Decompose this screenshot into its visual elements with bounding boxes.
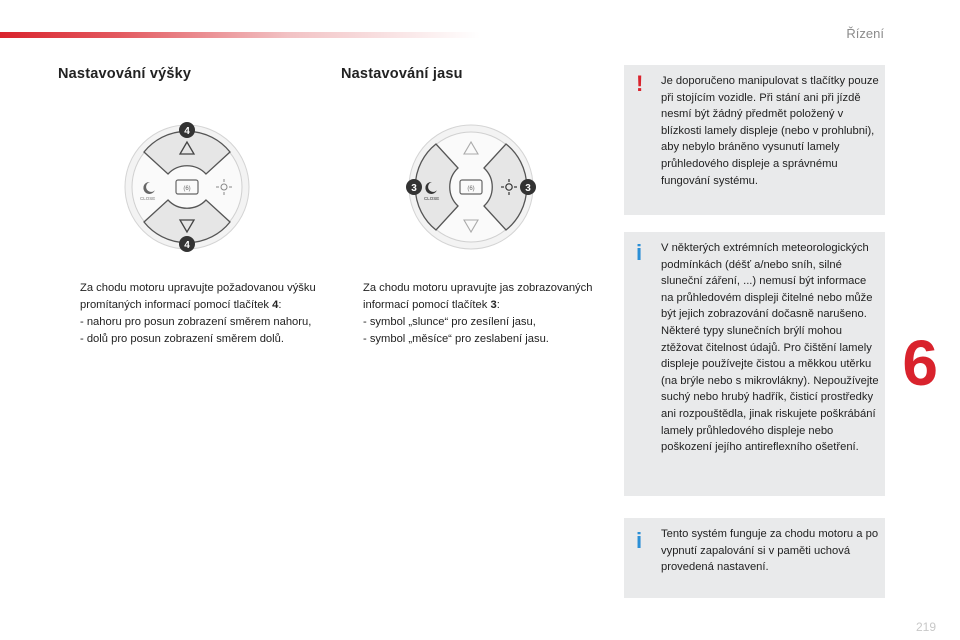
close-label-2: CLOSE: [424, 196, 440, 201]
close-label: CLOSE: [140, 196, 156, 201]
warning-note: [624, 65, 885, 215]
height-item-up: - nahoru pro posun zobrazení směrem nahoru,: [80, 316, 312, 328]
brightness-instructions: [341, 280, 607, 348]
info-icon: i: [636, 240, 643, 265]
button-3-left-label: 3: [411, 183, 417, 194]
page-number: 219: [915, 620, 936, 634]
height-section-title: Nastavování výšky: [58, 66, 192, 82]
chapter-title: Řízení: [846, 26, 884, 41]
top-accent-bar: [0, 32, 480, 38]
info-note-memory-text: Tento systém funguje za chodu motoru a po vypnutí zapalování si v paměti uchová provedená nastavení.: [661, 528, 879, 574]
info-note-visibility-text: V některých extrémních meteorologických podmínkách (déšť a/nebo sníh, silné sluneční záření, ...) nemusí být informace na průhledovém displeji čitelné nebo může být jejich zobrazování dočasně narušeno. Některé typy slunečních brýlí mohou ztěžovat čitelnost údajů. Pro čištění lamely displeje používejte čistou a měkkou utěrku (na brýle nebo s mikrovlákny). Nepoužívejte suchý nebo hrubý hadřík, čisticí prostředky ani rozpouštědla, jinak riskujete poškrábání lamely průhledového displeje nebo poškození jejího antireflexního ošetření.: [661, 242, 879, 454]
chapter-number: 6: [902, 327, 938, 399]
height-instructions: [58, 280, 322, 348]
height-keypad-illustration: [122, 122, 252, 252]
button-3-right-label: 3: [525, 183, 531, 194]
height-button-ref: 4: [272, 299, 279, 311]
brightness-keypad-illustration: [406, 122, 536, 252]
brightness-section-title: Nastavování jasu: [341, 66, 463, 82]
colon: :: [496, 299, 500, 311]
warning-note-text: Je doporučeno manipulovat s tlačítky pouze při stojícím vozidle. Při stání ani při jízdě nesmí být žádný předmět položený v blízkosti lamely displeje (nebo v prohlubni), aby nebylo bráněno vysunutí lamely průhledového displeje a správnému fungování systému.: [661, 75, 879, 187]
info-icon: i: [636, 528, 643, 553]
brightness-button-ref: 3: [490, 299, 497, 311]
brightness-item-sun: - symbol „slunce“ pro zesílení jasu,: [363, 316, 536, 328]
button-4-bottom-label: 4: [184, 240, 190, 251]
svg-text:(6): (6): [183, 186, 191, 192]
info-note-memory: [624, 518, 885, 598]
height-item-down: - dolů pro posun zobrazení směrem dolů.: [80, 333, 284, 345]
svg-text:(6): (6): [467, 186, 475, 192]
height-text: Za chodu motoru upravujte požadovanou výšku promítaných informací pomocí tlačítek: [80, 282, 316, 311]
brightness-text: Za chodu motoru upravujte jas zobrazovaných informací pomocí tlačítek: [363, 282, 593, 311]
button-4-top-label: 4: [184, 126, 190, 137]
brightness-item-moon: - symbol „měsíce“ pro zeslabení jasu.: [363, 333, 549, 345]
info-note-visibility: [624, 232, 885, 496]
colon: :: [278, 299, 282, 311]
warning-icon: !: [636, 71, 644, 96]
